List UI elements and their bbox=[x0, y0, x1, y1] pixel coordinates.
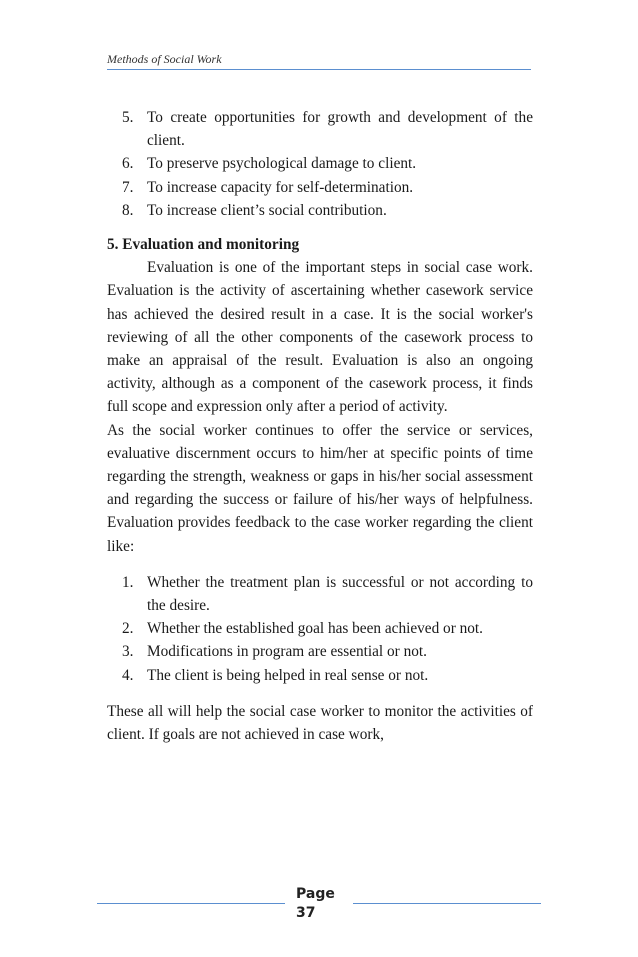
list-item bbox=[107, 640, 533, 663]
page-word: Page bbox=[296, 886, 335, 902]
list-item-text: Modifications in program are essential or not. bbox=[147, 643, 427, 661]
paragraph-evaluation-intro: Evaluation is one of the important steps in social case work. Evaluation is the activity of ascertaining whether casework service has achieved the desired result in a case. It is the social worker's reviewing of all the other components of the casework process to make an appraisal of the result. Evaluation is also an ongoing activity, although as a component of the casework process, it finds full scope and expression only after a period of activity. bbox=[107, 259, 533, 416]
list-item-text: Whether the established goal has been achieved or not. bbox=[147, 620, 483, 638]
running-title: Methods of Social Work bbox=[107, 52, 222, 66]
list-item bbox=[107, 664, 533, 687]
paragraph-monitoring: These all will help the social case worker to monitor the activities of client. If goals are not achieved in case work, bbox=[107, 702, 533, 744]
evaluation-list bbox=[107, 571, 533, 687]
list-item-number: 2. bbox=[122, 620, 134, 638]
list-item-text: To create opportunities for growth and development of the client. bbox=[147, 109, 533, 150]
page-content bbox=[107, 106, 533, 746]
list-item-number: 1. bbox=[122, 573, 134, 591]
running-header bbox=[107, 52, 531, 70]
footer-rule-right bbox=[353, 903, 541, 904]
list-item-number: 4. bbox=[122, 666, 134, 684]
page-number-label bbox=[296, 885, 346, 923]
list-item-number: 5. bbox=[122, 109, 134, 126]
list-item-text: Whether the treatment plan is successful or not according to the desire. bbox=[147, 573, 533, 615]
list-item bbox=[107, 571, 533, 617]
list-item bbox=[107, 617, 533, 640]
list-item bbox=[107, 152, 533, 175]
page-number: 37 bbox=[296, 905, 316, 921]
list-item-text: To increase capacity for self-determination. bbox=[147, 178, 414, 196]
footer-rule-left bbox=[97, 903, 285, 904]
list-item bbox=[107, 176, 533, 199]
list-item-text: The client is being helped in real sense or not. bbox=[147, 666, 429, 684]
section-heading: 5. Evaluation and monitoring bbox=[107, 236, 300, 254]
list-item bbox=[107, 199, 533, 222]
list-item-text: To preserve psychological damage to client. bbox=[147, 155, 417, 173]
list-item-number: 7. bbox=[122, 178, 134, 196]
list-item bbox=[107, 106, 533, 152]
list-item-number: 6. bbox=[122, 155, 134, 173]
objectives-list bbox=[107, 106, 533, 222]
paragraph-evaluation-feedback: As the social worker continues to offer the service or services, evaluative discernment occurs to him/her at specific points of time regarding the strength, weakness or gaps in his/her social assessment and regarding the success or failure of his/her ways of helpfulness. Evaluation provides feedback to the case worker regarding the client like: bbox=[107, 421, 533, 555]
list-item-number: 8. bbox=[122, 201, 134, 219]
list-item-text: To increase client’s social contribution. bbox=[147, 201, 387, 219]
list-item-number: 3. bbox=[122, 643, 134, 661]
